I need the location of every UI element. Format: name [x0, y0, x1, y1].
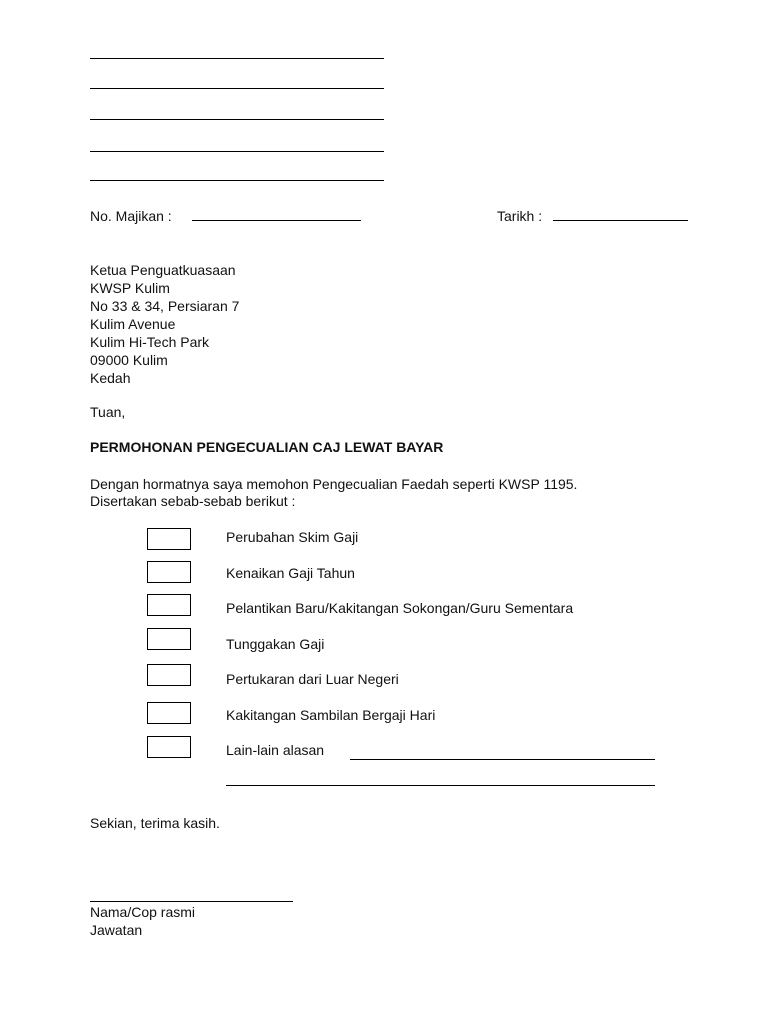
recipient-line: Kulim Hi-Tech Park — [90, 334, 210, 350]
reason-checkbox-lain-lain[interactable] — [147, 736, 191, 758]
signature-line[interactable] — [90, 901, 293, 902]
reason-checkbox-pelantikan-baru[interactable] — [147, 594, 191, 616]
employer-no-label: No. Majikan : — [90, 208, 172, 224]
sender-address-line-5[interactable] — [90, 180, 384, 181]
reason-checkbox-pertukaran[interactable] — [147, 664, 191, 686]
reason-checkbox-tunggakan-gaji[interactable] — [147, 628, 191, 650]
reason-label-lain-lain: Lain-lain alasan — [226, 742, 325, 758]
sender-address-line-3[interactable] — [90, 119, 384, 120]
salutation: Tuan, — [90, 404, 126, 420]
reason-checkbox-kenaikan-gaji[interactable] — [147, 561, 191, 583]
signature-name-label: Nama/Cop rasmi — [90, 904, 196, 920]
subject-heading: PERMOHONAN PENGECUALIAN CAJ LEWAT BAYAR — [90, 439, 444, 455]
reason-label-pertukaran: Pertukaran dari Luar Negeri — [226, 671, 399, 687]
reason-checkbox-skim-gaji[interactable] — [147, 528, 191, 550]
body-line-1: Dengan hormatnya saya memohon Pengecualian Faedah seperti KWSP 1195. — [90, 476, 578, 492]
date-field[interactable] — [553, 220, 688, 221]
recipient-line: 09000 Kulim — [90, 352, 168, 368]
recipient-line: No 33 & 34, Persiaran 7 — [90, 298, 240, 314]
closing: Sekian, terima kasih. — [90, 815, 220, 831]
employer-no-field[interactable] — [192, 220, 361, 221]
reason-label-sambilan: Kakitangan Sambilan Bergaji Hari — [226, 707, 436, 723]
reason-label-kenaikan-gaji: Kenaikan Gaji Tahun — [226, 565, 355, 581]
reason-checkbox-sambilan[interactable] — [147, 702, 191, 724]
sender-address-line-2[interactable] — [90, 88, 384, 89]
other-reason-field-2[interactable] — [226, 785, 655, 786]
recipient-address — [90, 261, 239, 387]
reason-label-pelantikan-baru: Pelantikan Baru/Kakitangan Sokongan/Guru Sementara — [226, 600, 574, 616]
sender-address-line-4[interactable] — [90, 151, 384, 152]
signature-position-label: Jawatan — [90, 922, 143, 938]
recipient-line: Ketua Penguatkuasaan — [90, 262, 236, 278]
recipient-line: Kedah — [90, 370, 131, 386]
other-reason-field-1[interactable] — [350, 759, 655, 760]
date-label: Tarikh : — [497, 208, 543, 224]
body-line-2: Disertakan sebab-sebab berikut : — [90, 493, 296, 509]
reason-label-skim-gaji: Perubahan Skim Gaji — [226, 529, 359, 545]
sender-address-line-1[interactable] — [90, 58, 384, 59]
recipient-line: Kulim Avenue — [90, 316, 176, 332]
recipient-line: KWSP Kulim — [90, 280, 170, 296]
reason-label-tunggakan-gaji: Tunggakan Gaji — [226, 636, 325, 652]
